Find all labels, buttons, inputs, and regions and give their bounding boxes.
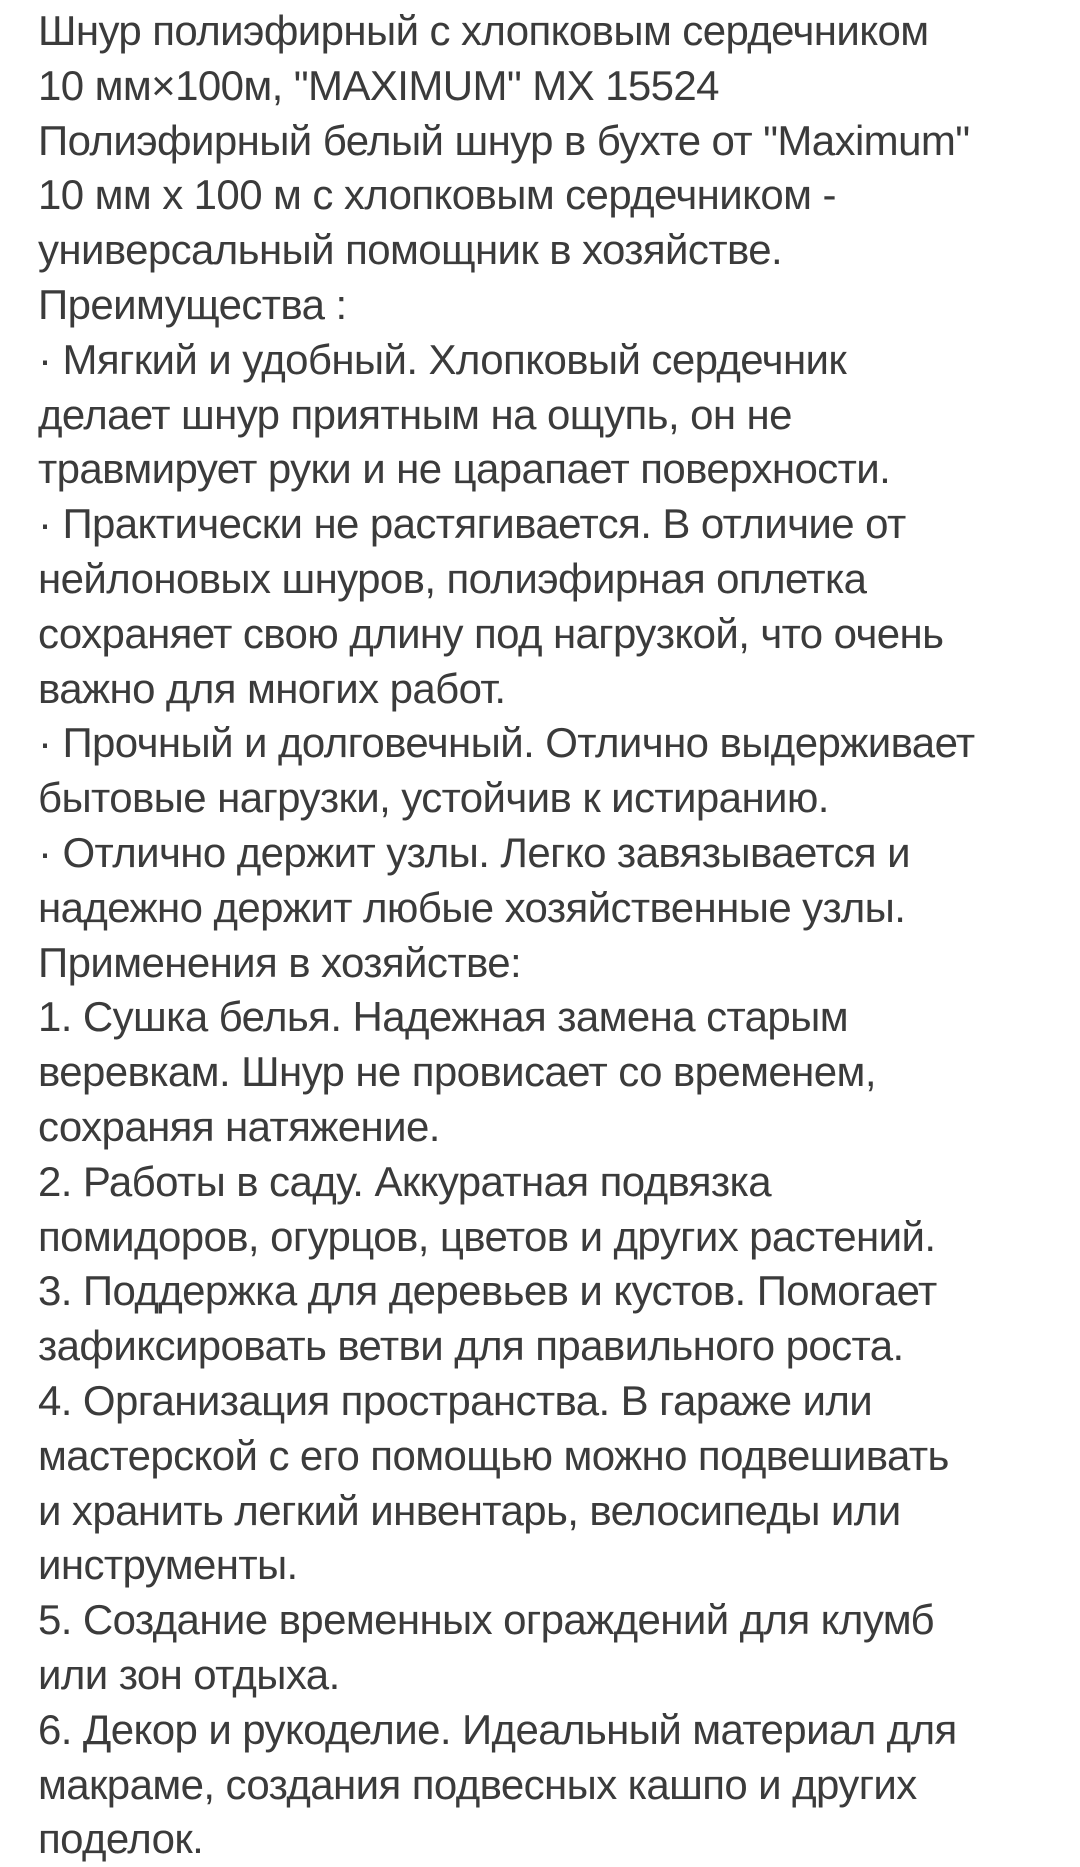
description-line: · Отлично держит узлы. Легко завязывается и [38,828,910,876]
description-line: мастерской с его помощью можно подвешивать [38,1431,949,1479]
description-line: надежно держит любые хозяйственные узлы. [38,883,906,931]
description-line: · Прочный и долговечный. Отлично выдерживает [38,719,975,767]
description-line: макраме, создания подвесных кашпо и других [38,1760,917,1808]
description-line: и хранить легкий инвентарь, велосипеды или [38,1486,901,1534]
description-line: 4. Организация пространства. В гараже или [38,1376,873,1424]
description-line: или зон отдыха. [38,1650,340,1698]
description-line: Применения в хозяйстве: [38,938,522,986]
description-line: важно для многих работ. [38,664,506,712]
description-line: 2. Работы в саду. Аккуратная подвязка [38,1157,771,1205]
description-line: делает шнур приятным на ощупь, он не [38,390,792,438]
description-line: · Практически не растягивается. В отличие от [38,500,906,548]
description-line: Шнур полиэфирный с хлопковым сердечником [38,7,929,54]
description-line: 6. Декор и рукоделие. Идеальный материал для [38,1705,957,1753]
description-line: бытовые нагрузки, устойчив к истиранию. [38,774,829,822]
description-line: 10 мм×100м, "MAXIMUM" МХ 15524 [38,61,719,109]
description-line: Преимущества : [38,280,347,328]
description-line: · Мягкий и удобный. Хлопковый сердечник [38,335,847,383]
description-line: поделок. [38,1815,204,1863]
description-line: сохраняя натяжение. [38,1102,440,1150]
description-line: веревкам. Шнур не провисает со временем, [38,1048,876,1096]
description-line: сохраняет свою длину под нагрузкой, что очень [38,609,944,657]
description-line: 10 мм х 100 м с хлопковым сердечником - [38,171,836,219]
description-line: 5. Создание временных ограждений для клумб [38,1596,935,1644]
description-line: инструменты. [38,1541,298,1589]
description-line: 1. Сушка белья. Надежная замена старым [38,993,849,1041]
description-line: 3. Поддержка для деревьев и кустов. Помогает [38,1267,937,1315]
description-line: зафиксировать ветви для правильного роста. [38,1322,904,1370]
description-line: нейлоновых шнуров, полиэфирная оплетка [38,554,867,602]
description-line: травмирует руки и не царапает поверхности. [38,445,891,493]
description-line: помидоров, огурцов, цветов и других растений. [38,1212,936,1260]
description-line: Полиэфирный белый шнур в бухте от "Maximum" [38,116,970,164]
description-line: универсальный помощник в хозяйстве. [38,226,783,274]
